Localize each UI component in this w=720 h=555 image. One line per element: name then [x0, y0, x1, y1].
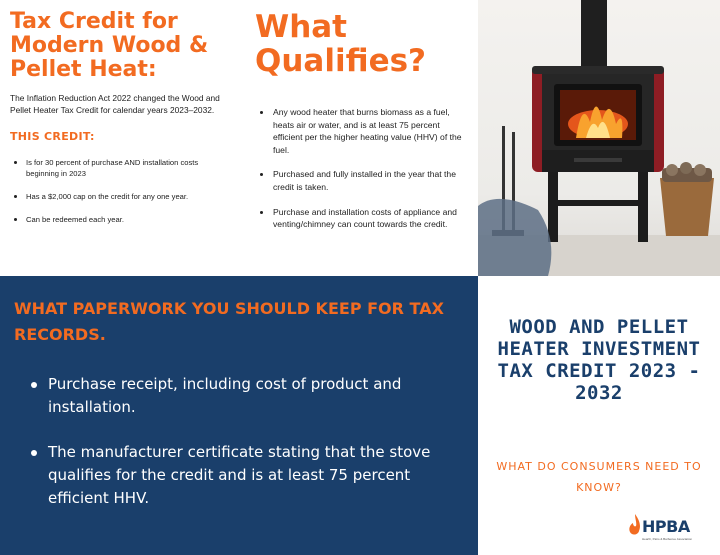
qualifies-item: Any wood heater that burns biomass as a fuel, heats air or water, and is at least 75 percent efficient per the higher heating value (HHV) of the fuel. [255, 106, 470, 156]
credit-list [10, 157, 230, 225]
paperwork-item: Purchase receipt, including cost of product and installation. [28, 373, 448, 419]
qualifies-item: Purchase and installation costs of appliance and venting/chimney can count towards the credit. [255, 206, 470, 231]
summary-title: WOOD AND PELLET HEATER INVESTMENT TAX CREDIT 2023 - 2032 [497, 316, 701, 404]
stove-illustration [478, 0, 720, 276]
logo-tagline: Hearth, Patio & Barbecue Association [642, 537, 693, 541]
summary-subtitle: WHAT DO CONSUMERS NEED TO KNOW? [496, 460, 702, 494]
paperwork-panel [0, 276, 478, 555]
credit-title: Tax Credit for Modern Wood & Pellet Heat: [10, 9, 209, 82]
credit-item: Has a $2,000 cap on the credit for any one year. [10, 191, 230, 202]
summary-panel [478, 276, 720, 555]
qualifies-item: Purchased and fully installed in the year that the credit is taken. [255, 168, 470, 193]
info-panel [0, 0, 478, 276]
credit-item: Is for 30 percent of purchase AND installation costs beginning in 2023 [10, 157, 230, 179]
qualifies-column [255, 10, 470, 243]
logo-wordmark: HPBA [642, 517, 690, 536]
credit-item: Can be redeemed each year. [10, 214, 230, 225]
credit-column [10, 10, 230, 237]
credit-heading: THIS CREDIT: [10, 130, 95, 143]
paperwork-list [28, 373, 448, 532]
qualifies-title: What Qualifies? [255, 9, 427, 79]
paperwork-heading: WHAT PAPERWORK YOU SHOULD KEEP FOR TAX RECORDS. [14, 299, 444, 344]
stove-photo [478, 0, 720, 276]
hpba-logo [628, 510, 708, 544]
flame-icon [628, 514, 642, 538]
qualifies-list [255, 106, 470, 231]
credit-intro: The Inflation Reduction Act 2022 changed the Wood and Pellet Heater Tax Credit for calendar years 2023–2032. [10, 93, 220, 115]
paperwork-item: The manufacturer certificate stating that the stove qualifies for the credit and is at least 75 percent efficient HHV. [28, 441, 448, 510]
